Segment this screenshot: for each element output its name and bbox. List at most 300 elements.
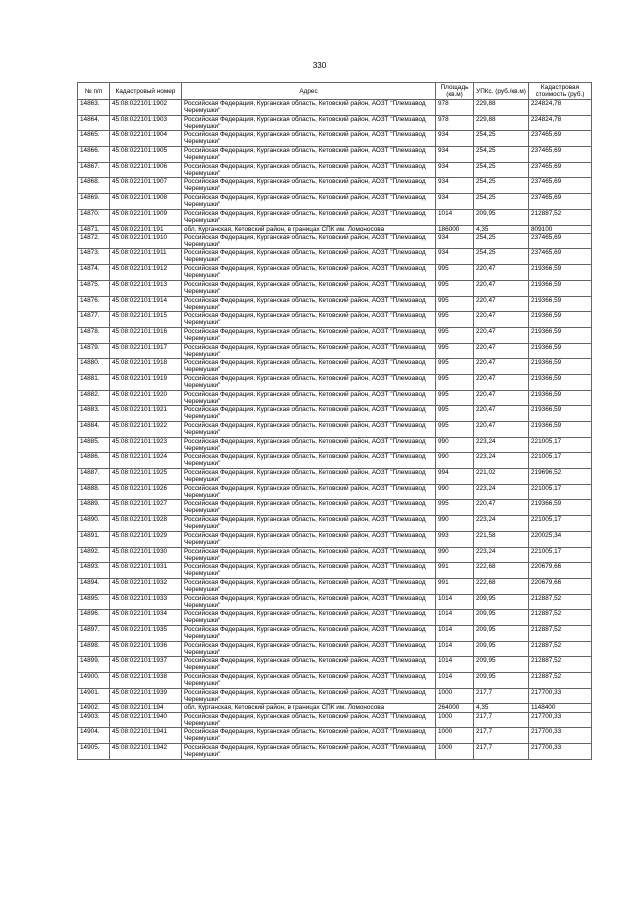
cadastral-number-cell: 45:08:022101:1926 bbox=[110, 484, 182, 500]
address-cell: Российская Федерация, Курганская область, Кетовский район, АОЗТ "Племзавод Черемушки" bbox=[182, 712, 436, 728]
cadastral-number-cell: 45:08:022101:1920 bbox=[110, 390, 182, 406]
area-cell: 978 bbox=[436, 115, 474, 131]
upks-cell: 217,7 bbox=[474, 744, 529, 760]
upks-cell: 209,95 bbox=[474, 209, 529, 225]
cadastral-number-cell: 45:08:022101:1911 bbox=[110, 249, 182, 265]
upks-cell: 223,24 bbox=[474, 437, 529, 453]
row-number-cell: 14879. bbox=[78, 343, 110, 359]
area-cell: 934 bbox=[436, 131, 474, 147]
table-row bbox=[78, 453, 592, 469]
header-upks: УПКс. (руб./кв.м) bbox=[474, 83, 529, 100]
cadastral-number-cell: 45:08:022101:1934 bbox=[110, 610, 182, 626]
address-cell: Российская Федерация, Курганская область, Кетовский район, АОЗТ "Племзавод Черемушки" bbox=[182, 147, 436, 163]
upks-cell: 217,7 bbox=[474, 688, 529, 704]
area-cell: 1000 bbox=[436, 712, 474, 728]
cadastral-value-cell: 221005,17 bbox=[529, 547, 592, 563]
cadastral-value-cell: 219366,59 bbox=[529, 422, 592, 438]
table-row bbox=[78, 712, 592, 728]
row-number-cell: 14882. bbox=[78, 390, 110, 406]
area-cell: 995 bbox=[436, 343, 474, 359]
address-cell: Российская Федерация, Курганская область, Кетовский район, АОЗТ "Племзавод Черемушки" bbox=[182, 594, 436, 610]
upks-cell: 223,24 bbox=[474, 547, 529, 563]
cadastral-number-cell: 45:08:022101:1905 bbox=[110, 147, 182, 163]
cadastral-value-cell: 217700,33 bbox=[529, 712, 592, 728]
upks-cell: 254,25 bbox=[474, 233, 529, 249]
upks-cell: 254,25 bbox=[474, 178, 529, 194]
cadastral-number-cell: 45:08:022101:1919 bbox=[110, 374, 182, 390]
table-body bbox=[78, 100, 592, 760]
address-cell: Российская Федерация, Курганская область, Кетовский район, АОЗТ "Племзавод Черемушки" bbox=[182, 578, 436, 594]
cadastral-value-cell: 212887,52 bbox=[529, 209, 592, 225]
area-cell: 1014 bbox=[436, 625, 474, 641]
address-cell: Российская Федерация, Курганская область, Кетовский район, АОЗТ "Племзавод Черемушки" bbox=[182, 500, 436, 516]
table-row bbox=[78, 374, 592, 390]
row-number-cell: 14887. bbox=[78, 469, 110, 485]
cadastral-value-cell: 219366,59 bbox=[529, 374, 592, 390]
cadastral-number-cell: 45:08:022101:1909 bbox=[110, 209, 182, 225]
table-row bbox=[78, 249, 592, 265]
area-cell: 991 bbox=[436, 578, 474, 594]
area-cell: 186000 bbox=[436, 225, 474, 233]
cadastral-number-cell: 45:08:022101:1928 bbox=[110, 516, 182, 532]
address-cell: Российская Федерация, Курганская область, Кетовский район, АОЗТ "Племзавод Черемушки" bbox=[182, 563, 436, 579]
address-cell: Российская Федерация, Курганская область, Кетовский район, АОЗТ "Племзавод Черемушки" bbox=[182, 469, 436, 485]
area-cell: 1014 bbox=[436, 657, 474, 673]
table-row bbox=[78, 437, 592, 453]
row-number-cell: 14890. bbox=[78, 516, 110, 532]
table-row bbox=[78, 178, 592, 194]
row-number-cell: 14897. bbox=[78, 625, 110, 641]
table-row bbox=[78, 641, 592, 657]
table-row bbox=[78, 578, 592, 594]
area-cell: 934 bbox=[436, 233, 474, 249]
table-row bbox=[78, 115, 592, 131]
cadastral-value-cell: 220679,66 bbox=[529, 563, 592, 579]
row-number-cell: 14903. bbox=[78, 712, 110, 728]
cadastral-number-cell: 45:08:022101:1924 bbox=[110, 453, 182, 469]
upks-cell: 217,7 bbox=[474, 712, 529, 728]
cadastral-number-cell: 45:08:022101:1941 bbox=[110, 728, 182, 744]
upks-cell: 220,47 bbox=[474, 359, 529, 375]
table-row bbox=[78, 162, 592, 178]
area-cell: 1014 bbox=[436, 673, 474, 689]
upks-cell: 220,47 bbox=[474, 343, 529, 359]
area-cell: 994 bbox=[436, 469, 474, 485]
cadastral-value-cell: 221005,17 bbox=[529, 516, 592, 532]
cadastral-value-cell: 237465,69 bbox=[529, 162, 592, 178]
row-number-cell: 14891. bbox=[78, 531, 110, 547]
cadastral-value-cell: 219366,59 bbox=[529, 359, 592, 375]
cadastral-value-cell: 237465,69 bbox=[529, 233, 592, 249]
address-cell: Российская Федерация, Курганская область, Кетовский район, АОЗТ "Племзавод Черемушки" bbox=[182, 657, 436, 673]
address-cell: Российская Федерация, Курганская область, Кетовский район, АОЗТ "Племзавод Черемушки" bbox=[182, 728, 436, 744]
cadastral-value-cell: 219366,59 bbox=[529, 312, 592, 328]
area-cell: 934 bbox=[436, 162, 474, 178]
cadastral-value-cell: 219366,59 bbox=[529, 406, 592, 422]
area-cell: 990 bbox=[436, 516, 474, 532]
address-cell: Российская Федерация, Курганская область, Кетовский район, АОЗТ "Племзавод Черемушки" bbox=[182, 343, 436, 359]
cadastral-number-cell: 45:08:022101:1922 bbox=[110, 422, 182, 438]
cadastral-value-cell: 237465,69 bbox=[529, 131, 592, 147]
cadastral-number-cell: 45:08:022101:1940 bbox=[110, 712, 182, 728]
area-cell: 995 bbox=[436, 265, 474, 281]
row-number-cell: 14883. bbox=[78, 406, 110, 422]
upks-cell: 209,95 bbox=[474, 594, 529, 610]
cadastral-value-cell: 221005,17 bbox=[529, 437, 592, 453]
upks-cell: 221,58 bbox=[474, 531, 529, 547]
address-cell: Российская Федерация, Курганская область, Кетовский район, АОЗТ "Племзавод Черемушки" bbox=[182, 280, 436, 296]
area-cell: 1014 bbox=[436, 641, 474, 657]
page-number: 330 bbox=[312, 61, 327, 70]
address-cell: Российская Федерация, Курганская область, Кетовский район, АОЗТ "Племзавод Черемушки" bbox=[182, 641, 436, 657]
table-row bbox=[78, 673, 592, 689]
area-cell: 995 bbox=[436, 312, 474, 328]
header-area: Площадь (кв.м) bbox=[436, 83, 474, 100]
address-cell: Российская Федерация, Курганская область, Кетовский район, АОЗТ "Племзавод Черемушки" bbox=[182, 453, 436, 469]
row-number-cell: 14896. bbox=[78, 610, 110, 626]
address-cell: обл. Курганская, Кетовский район, в границах СПК им. Ломоносова bbox=[182, 704, 436, 712]
cadastral-value-cell: 212887,52 bbox=[529, 657, 592, 673]
row-number-cell: 14884. bbox=[78, 422, 110, 438]
address-cell: Российская Федерация, Курганская область, Кетовский район, АОЗТ "Племзавод Черемушки" bbox=[182, 194, 436, 210]
cadastral-number-cell: 45:08:022101:1929 bbox=[110, 531, 182, 547]
upks-cell: 209,95 bbox=[474, 625, 529, 641]
row-number-cell: 14901. bbox=[78, 688, 110, 704]
cadastral-number-cell: 45:08:022101:1912 bbox=[110, 265, 182, 281]
address-cell: Российская Федерация, Курганская область, Кетовский район, АОЗТ "Племзавод Черемушки" bbox=[182, 406, 436, 422]
upks-cell: 220,47 bbox=[474, 406, 529, 422]
cadastral-value-cell: 212887,52 bbox=[529, 610, 592, 626]
table-row bbox=[78, 531, 592, 547]
row-number-cell: 14898. bbox=[78, 641, 110, 657]
row-number-cell: 14880. bbox=[78, 359, 110, 375]
area-cell: 978 bbox=[436, 100, 474, 116]
area-cell: 934 bbox=[436, 194, 474, 210]
table-row bbox=[78, 516, 592, 532]
cadastral-value-cell: 221005,17 bbox=[529, 453, 592, 469]
upks-cell: 220,47 bbox=[474, 265, 529, 281]
row-number-cell: 14900. bbox=[78, 673, 110, 689]
cadastral-number-cell: 45:08:022101:1916 bbox=[110, 327, 182, 343]
area-cell: 1014 bbox=[436, 209, 474, 225]
table-row bbox=[78, 147, 592, 163]
address-cell: Российская Федерация, Курганская область, Кетовский район, АОЗТ "Племзавод Черемушки" bbox=[182, 162, 436, 178]
upks-cell: 220,47 bbox=[474, 374, 529, 390]
row-number-cell: 14888. bbox=[78, 484, 110, 500]
area-cell: 995 bbox=[436, 359, 474, 375]
area-cell: 1014 bbox=[436, 594, 474, 610]
cadastral-value-cell: 219696,52 bbox=[529, 469, 592, 485]
row-number-cell: 14885. bbox=[78, 437, 110, 453]
address-cell: Российская Федерация, Курганская область, Кетовский район, АОЗТ "Племзавод Черемушки" bbox=[182, 390, 436, 406]
address-cell: обл. Курганская, Кетовский район, в границах СПК им. Ломоносова bbox=[182, 225, 436, 233]
address-cell: Российская Федерация, Курганская область, Кетовский район, АОЗТ "Племзавод Черемушки" bbox=[182, 547, 436, 563]
area-cell: 990 bbox=[436, 437, 474, 453]
cadastral-number-cell: 45:08:022101:1914 bbox=[110, 296, 182, 312]
cadastral-value-cell: 212887,52 bbox=[529, 625, 592, 641]
row-number-cell: 14864. bbox=[78, 115, 110, 131]
upks-cell: 223,24 bbox=[474, 484, 529, 500]
table-row bbox=[78, 233, 592, 249]
table-row bbox=[78, 469, 592, 485]
area-cell: 934 bbox=[436, 178, 474, 194]
row-number-cell: 14870. bbox=[78, 209, 110, 225]
row-number-cell: 14904. bbox=[78, 728, 110, 744]
row-number-cell: 14868. bbox=[78, 178, 110, 194]
cadastral-number-cell: 45:08:022101:1938 bbox=[110, 673, 182, 689]
table-row bbox=[78, 131, 592, 147]
area-cell: 995 bbox=[436, 500, 474, 516]
cadastral-value-cell: 224824,78 bbox=[529, 100, 592, 116]
address-cell: Российская Федерация, Курганская область, Кетовский район, АОЗТ "Племзавод Черемушки" bbox=[182, 374, 436, 390]
address-cell: Российская Федерация, Курганская область, Кетовский район, АОЗТ "Племзавод Черемушки" bbox=[182, 233, 436, 249]
row-number-cell: 14873. bbox=[78, 249, 110, 265]
address-cell: Российская Федерация, Курганская область, Кетовский район, АОЗТ "Племзавод Черемушки" bbox=[182, 265, 436, 281]
cadastral-number-cell: 45:08:022101:1918 bbox=[110, 359, 182, 375]
row-number-cell: 14874. bbox=[78, 265, 110, 281]
cadastral-value-cell: 237465,69 bbox=[529, 147, 592, 163]
cadastral-value-cell: 237465,69 bbox=[529, 249, 592, 265]
cadastral-value-cell: 224824,78 bbox=[529, 115, 592, 131]
area-cell: 995 bbox=[436, 327, 474, 343]
upks-cell: 254,25 bbox=[474, 249, 529, 265]
cadastral-table bbox=[77, 82, 592, 760]
cadastral-value-cell: 219366,59 bbox=[529, 500, 592, 516]
upks-cell: 223,24 bbox=[474, 453, 529, 469]
cadastral-value-cell: 212887,52 bbox=[529, 594, 592, 610]
header-address: Адрес bbox=[182, 83, 436, 100]
row-number-cell: 14899. bbox=[78, 657, 110, 673]
address-cell: Российская Федерация, Курганская область, Кетовский район, АОЗТ "Племзавод Черемушки" bbox=[182, 296, 436, 312]
cadastral-number-cell: 45:08:022101:1904 bbox=[110, 131, 182, 147]
upks-cell: 254,25 bbox=[474, 162, 529, 178]
table-row bbox=[78, 563, 592, 579]
cadastral-number-cell: 45:08:022101:1930 bbox=[110, 547, 182, 563]
upks-cell: 4,35 bbox=[474, 704, 529, 712]
row-number-cell: 14875. bbox=[78, 280, 110, 296]
address-cell: Российская Федерация, Курганская область, Кетовский район, АОЗТ "Племзавод Черемушки" bbox=[182, 437, 436, 453]
cadastral-value-cell: 219366,59 bbox=[529, 280, 592, 296]
cadastral-value-cell: 212887,52 bbox=[529, 673, 592, 689]
table-row bbox=[78, 359, 592, 375]
upks-cell: 209,95 bbox=[474, 641, 529, 657]
row-number-cell: 14876. bbox=[78, 296, 110, 312]
row-number-cell: 14902. bbox=[78, 704, 110, 712]
cadastral-value-cell: 219366,59 bbox=[529, 265, 592, 281]
table-row bbox=[78, 280, 592, 296]
cadastral-number-cell: 45:08:022101:1910 bbox=[110, 233, 182, 249]
area-cell: 995 bbox=[436, 374, 474, 390]
area-cell: 995 bbox=[436, 390, 474, 406]
upks-cell: 254,25 bbox=[474, 131, 529, 147]
cadastral-number-cell: 45:08:022101:1927 bbox=[110, 500, 182, 516]
row-number-cell: 14869. bbox=[78, 194, 110, 210]
cadastral-value-cell: 809100 bbox=[529, 225, 592, 233]
cadastral-value-cell: 237465,69 bbox=[529, 178, 592, 194]
upks-cell: 220,47 bbox=[474, 390, 529, 406]
cadastral-number-cell: 45:08:022101:1935 bbox=[110, 625, 182, 641]
cadastral-number-cell: 45:08:022101:1907 bbox=[110, 178, 182, 194]
area-cell: 995 bbox=[436, 296, 474, 312]
cadastral-value-cell: 212887,52 bbox=[529, 641, 592, 657]
cadastral-number-cell: 45:08:022101:1913 bbox=[110, 280, 182, 296]
cadastral-number-cell: 45:08:022101:191 bbox=[110, 225, 182, 233]
address-cell: Российская Федерация, Курганская область, Кетовский район, АОЗТ "Племзавод Черемушки" bbox=[182, 327, 436, 343]
area-cell: 995 bbox=[436, 406, 474, 422]
row-number-cell: 14866. bbox=[78, 147, 110, 163]
address-cell: Российская Федерация, Курганская область, Кетовский район, АОЗТ "Племзавод Черемушки" bbox=[182, 484, 436, 500]
address-cell: Российская Федерация, Курганская область, Кетовский район, АОЗТ "Племзавод Черемушки" bbox=[182, 209, 436, 225]
cadastral-value-cell: 219366,59 bbox=[529, 327, 592, 343]
address-cell: Российская Федерация, Курганская область, Кетовский район, АОЗТ "Племзавод Черемушки" bbox=[182, 422, 436, 438]
cadastral-number-cell: 45:08:022101:1931 bbox=[110, 563, 182, 579]
cadastral-number-cell: 45:08:022101:1903 bbox=[110, 115, 182, 131]
cadastral-number-cell: 45:08:022101:1933 bbox=[110, 594, 182, 610]
header-num: № п/п bbox=[78, 83, 110, 100]
table-row bbox=[78, 100, 592, 116]
cadastral-value-cell: 221005,17 bbox=[529, 484, 592, 500]
upks-cell: 217,7 bbox=[474, 728, 529, 744]
table-row bbox=[78, 594, 592, 610]
row-number-cell: 14889. bbox=[78, 500, 110, 516]
cadastral-value-cell: 1148400 bbox=[529, 704, 592, 712]
address-cell: Российская Федерация, Курганская область, Кетовский район, АОЗТ "Племзавод Черемушки" bbox=[182, 610, 436, 626]
table-row bbox=[78, 296, 592, 312]
table-row bbox=[78, 704, 592, 712]
address-cell: Российская Федерация, Курганская область, Кетовский район, АОЗТ "Племзавод Черемушки" bbox=[182, 312, 436, 328]
upks-cell: 4,35 bbox=[474, 225, 529, 233]
area-cell: 995 bbox=[436, 422, 474, 438]
table-row bbox=[78, 688, 592, 704]
cadastral-number-cell: 45:08:022101:1932 bbox=[110, 578, 182, 594]
upks-cell: 220,47 bbox=[474, 280, 529, 296]
table-row bbox=[78, 657, 592, 673]
area-cell: 264000 bbox=[436, 704, 474, 712]
area-cell: 1014 bbox=[436, 610, 474, 626]
cadastral-value-cell: 217700,33 bbox=[529, 728, 592, 744]
row-number-cell: 14881. bbox=[78, 374, 110, 390]
header-cadastral: Кадастровый номер bbox=[110, 83, 182, 100]
upks-cell: 221,02 bbox=[474, 469, 529, 485]
table-row bbox=[78, 343, 592, 359]
address-cell: Российская Федерация, Курганская область, Кетовский район, АОЗТ "Племзавод Черемушки" bbox=[182, 516, 436, 532]
address-cell: Российская Федерация, Курганская область, Кетовский район, АОЗТ "Племзавод Черемушки" bbox=[182, 249, 436, 265]
row-number-cell: 14905. bbox=[78, 744, 110, 760]
cadastral-value-cell: 220679,66 bbox=[529, 578, 592, 594]
row-number-cell: 14893. bbox=[78, 563, 110, 579]
area-cell: 934 bbox=[436, 147, 474, 163]
header-row bbox=[78, 83, 592, 100]
address-cell: Российская Федерация, Курганская область, Кетовский район, АОЗТ "Племзавод Черемушки" bbox=[182, 178, 436, 194]
area-cell: 990 bbox=[436, 484, 474, 500]
address-cell: Российская Федерация, Курганская область, Кетовский район, АОЗТ "Племзавод Черемушки" bbox=[182, 688, 436, 704]
address-cell: Российская Федерация, Курганская область, Кетовский район, АОЗТ "Племзавод Черемушки" bbox=[182, 131, 436, 147]
cadastral-number-cell: 45:08:022101:1902 bbox=[110, 100, 182, 116]
address-cell: Российская Федерация, Курганская область, Кетовский район, АОЗТ "Племзавод Черемушки" bbox=[182, 115, 436, 131]
cadastral-number-cell: 45:08:022101:1939 bbox=[110, 688, 182, 704]
row-number-cell: 14886. bbox=[78, 453, 110, 469]
table-row bbox=[78, 500, 592, 516]
upks-cell: 220,47 bbox=[474, 296, 529, 312]
upks-cell: 222,68 bbox=[474, 578, 529, 594]
cadastral-number-cell: 45:08:022101:1925 bbox=[110, 469, 182, 485]
table-row bbox=[78, 406, 592, 422]
upks-cell: 223,24 bbox=[474, 516, 529, 532]
cadastral-number-cell: 45:08:022101:1936 bbox=[110, 641, 182, 657]
upks-cell: 229,88 bbox=[474, 100, 529, 116]
address-cell: Российская Федерация, Курганская область, Кетовский район, АОЗТ "Племзавод Черемушки" bbox=[182, 625, 436, 641]
area-cell: 1000 bbox=[436, 728, 474, 744]
cadastral-value-cell: 219366,59 bbox=[529, 296, 592, 312]
address-cell: Российская Федерация, Курганская область, Кетовский район, АОЗТ "Племзавод Черемушки" bbox=[182, 531, 436, 547]
upks-cell: 209,95 bbox=[474, 673, 529, 689]
table-row bbox=[78, 610, 592, 626]
table-row bbox=[78, 390, 592, 406]
upks-cell: 254,25 bbox=[474, 147, 529, 163]
row-number-cell: 14878. bbox=[78, 327, 110, 343]
address-cell: Российская Федерация, Курганская область, Кетовский район, АОЗТ "Племзавод Черемушки" bbox=[182, 359, 436, 375]
cadastral-number-cell: 45:08:022101:1915 bbox=[110, 312, 182, 328]
address-cell: Российская Федерация, Курганская область, Кетовский район, АОЗТ "Племзавод Черемушки" bbox=[182, 673, 436, 689]
table-row bbox=[78, 327, 592, 343]
area-cell: 934 bbox=[436, 249, 474, 265]
upks-cell: 229,88 bbox=[474, 115, 529, 131]
area-cell: 993 bbox=[436, 531, 474, 547]
upks-cell: 222,68 bbox=[474, 563, 529, 579]
cadastral-number-cell: 45:08:022101:1942 bbox=[110, 744, 182, 760]
address-cell: Российская Федерация, Курганская область, Кетовский район, АОЗТ "Племзавод Черемушки" bbox=[182, 744, 436, 760]
area-cell: 991 bbox=[436, 563, 474, 579]
upks-cell: 220,47 bbox=[474, 500, 529, 516]
area-cell: 995 bbox=[436, 280, 474, 296]
area-cell: 1000 bbox=[436, 744, 474, 760]
cadastral-value-cell: 219366,59 bbox=[529, 390, 592, 406]
upks-cell: 254,25 bbox=[474, 194, 529, 210]
table-row bbox=[78, 209, 592, 225]
cadastral-number-cell: 45:08:022101:1917 bbox=[110, 343, 182, 359]
row-number-cell: 14894. bbox=[78, 578, 110, 594]
table-row bbox=[78, 312, 592, 328]
address-cell: Российская Федерация, Курганская область, Кетовский район, АОЗТ "Племзавод Черемушки" bbox=[182, 100, 436, 116]
cadastral-number-cell: 45:08:022101:1923 bbox=[110, 437, 182, 453]
cadastral-value-cell: 217700,33 bbox=[529, 744, 592, 760]
cadastral-number-cell: 45:08:022101:194 bbox=[110, 704, 182, 712]
row-number-cell: 14872. bbox=[78, 233, 110, 249]
table-row bbox=[78, 265, 592, 281]
row-number-cell: 14895. bbox=[78, 594, 110, 610]
cadastral-number-cell: 45:08:022101:1921 bbox=[110, 406, 182, 422]
cadastral-number-cell: 45:08:022101:1906 bbox=[110, 162, 182, 178]
cadastral-value-cell: 237465,69 bbox=[529, 194, 592, 210]
area-cell: 1000 bbox=[436, 688, 474, 704]
upks-cell: 209,95 bbox=[474, 610, 529, 626]
table-row bbox=[78, 484, 592, 500]
cadastral-value-cell: 219366,59 bbox=[529, 343, 592, 359]
cadastral-number-cell: 45:08:022101:1908 bbox=[110, 194, 182, 210]
cadastral-value-cell: 217700,33 bbox=[529, 688, 592, 704]
cadastral-number-cell: 45:08:022101:1937 bbox=[110, 657, 182, 673]
row-number-cell: 14892. bbox=[78, 547, 110, 563]
row-number-cell: 14865. bbox=[78, 131, 110, 147]
row-number-cell: 14863. bbox=[78, 100, 110, 116]
table-row bbox=[78, 225, 592, 233]
upks-cell: 220,47 bbox=[474, 327, 529, 343]
row-number-cell: 14877. bbox=[78, 312, 110, 328]
cadastral-value-cell: 220025,34 bbox=[529, 531, 592, 547]
header-value: Кадастровая стоимость (руб.) bbox=[529, 83, 592, 100]
table-row bbox=[78, 625, 592, 641]
table-row bbox=[78, 744, 592, 760]
